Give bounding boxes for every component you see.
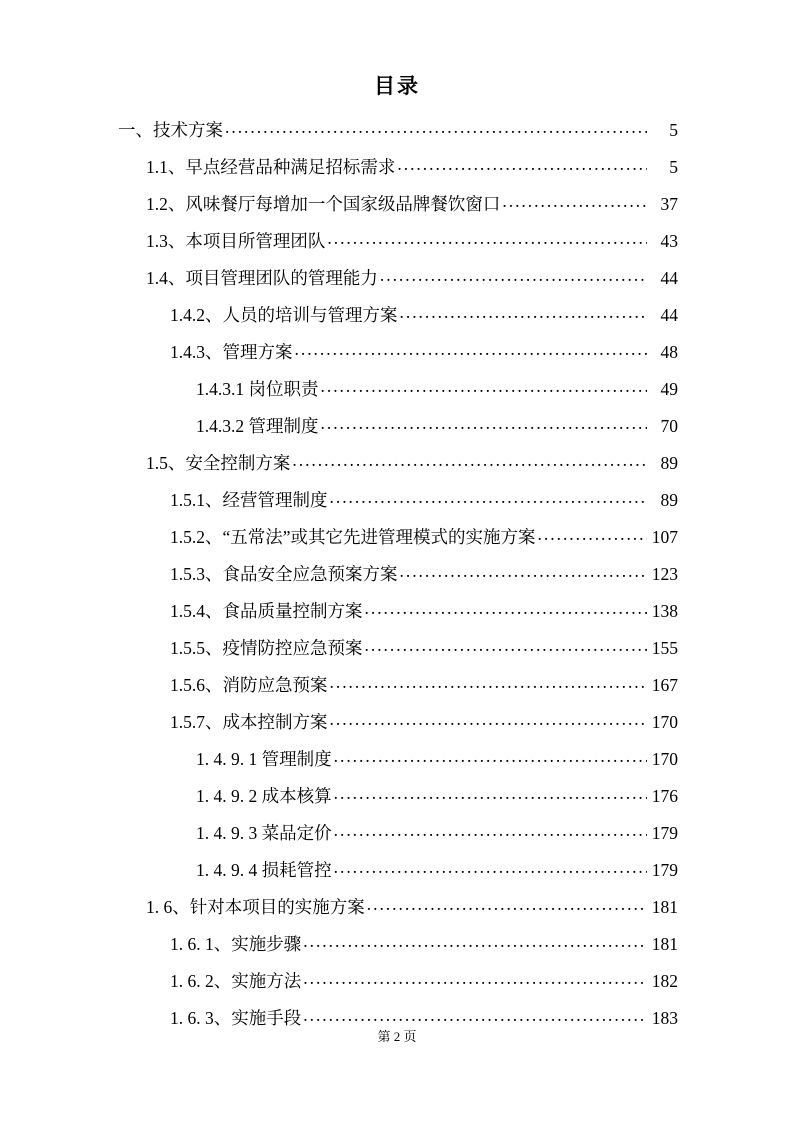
toc-entry[interactable] <box>170 334 678 371</box>
toc-leader-dots <box>327 230 647 248</box>
toc-entry-label: 1. 6. 3、实施手段 <box>170 1008 302 1028</box>
toc-entry[interactable] <box>170 482 678 519</box>
toc-entry-label: 1. 4. 9. 3 菜品定价 <box>196 823 332 843</box>
toc-entry-page-number: 43 <box>660 231 678 251</box>
toc-entry[interactable] <box>170 297 678 334</box>
toc-entry-page-number: 181 <box>651 897 678 917</box>
toc-entry-page-number: 138 <box>651 601 678 621</box>
toc-entry[interactable] <box>170 704 678 741</box>
toc-entry-label: 1. 4. 9. 2 成本核算 <box>196 786 332 806</box>
toc-entry[interactable] <box>118 112 678 149</box>
toc-entry[interactable] <box>170 630 678 667</box>
toc-entry[interactable] <box>196 778 678 815</box>
toc-entry-label: 1.4、项目管理团队的管理能力 <box>146 268 378 288</box>
toc-entry[interactable] <box>170 593 678 630</box>
toc-entry-label: 1.5.3、食品安全应急预案方案 <box>170 564 398 584</box>
toc-entry-label: 1.5、安全控制方案 <box>146 453 291 473</box>
toc-entry-label: 1.5.5、疫情防控应急预案 <box>170 638 363 658</box>
toc-leader-dots <box>502 193 647 211</box>
toc-entry[interactable] <box>146 223 678 260</box>
toc-entry[interactable] <box>196 815 678 852</box>
toc-entry-page-number: 167 <box>651 675 678 695</box>
toc-entry-page-number: 44 <box>660 268 678 288</box>
toc-leader-dots <box>292 452 647 470</box>
toc-leader-dots <box>400 563 648 581</box>
toc-entry-label: 1.5.2、“五常法”或其它先进管理模式的实施方案 <box>170 527 536 547</box>
toc-entry-label: 1.2、风味餐厅每增加一个国家级品牌餐饮窗口 <box>146 194 501 214</box>
toc-entry-label: 1.5.7、成本控制方案 <box>170 712 328 732</box>
toc-entry-page-number: 49 <box>660 379 678 399</box>
toc-entry-page-number: 176 <box>651 786 678 806</box>
toc-entry-page-number: 5 <box>669 120 678 140</box>
toc-entry-label: 1. 4. 9. 4 损耗管控 <box>196 860 332 880</box>
toc-entry-page-number: 70 <box>660 416 678 436</box>
toc-entry-label: 1. 4. 9. 1 管理制度 <box>196 749 332 769</box>
toc-entry[interactable] <box>196 371 678 408</box>
toc-entry-label: 1.5.1、经营管理制度 <box>170 490 328 510</box>
toc-entry[interactable] <box>196 852 678 889</box>
toc-leader-dots <box>330 711 648 729</box>
toc-leader-dots <box>334 822 647 840</box>
toc-entry-label: 1.1、早点经营品种满足招标需求 <box>146 157 396 177</box>
toc-entry-page-number: 123 <box>651 564 678 584</box>
toc-entry-page-number: 89 <box>660 453 678 473</box>
toc-entry-label: 1.4.3.1 岗位职责 <box>196 379 319 399</box>
toc-leader-dots <box>303 970 647 988</box>
toc-leader-dots <box>334 748 647 766</box>
toc-entry[interactable] <box>170 519 678 556</box>
toc-leader-dots <box>367 896 647 914</box>
toc-entry[interactable] <box>196 741 678 778</box>
toc-entry[interactable] <box>146 445 678 482</box>
toc-leader-dots <box>365 600 648 618</box>
toc-entry-page-number: 44 <box>660 305 678 325</box>
toc-entry-page-number: 5 <box>669 157 678 177</box>
toc-leader-dots <box>334 785 647 803</box>
toc-leader-dots <box>295 341 648 359</box>
toc-entry-page-number: 179 <box>651 860 678 880</box>
toc-leader-dots <box>380 267 647 285</box>
toc-leader-dots <box>330 489 648 507</box>
toc-leader-dots <box>365 637 648 655</box>
toc-entry-label: 1.4.3.2 管理制度 <box>196 416 319 436</box>
toc-entry-page-number: 107 <box>651 527 678 547</box>
toc-leader-dots <box>225 119 647 137</box>
toc-leader-dots <box>400 304 648 322</box>
toc-entry[interactable] <box>146 889 678 926</box>
toc-leader-dots <box>303 1007 647 1025</box>
toc-entry-page-number: 183 <box>651 1008 678 1028</box>
toc-entry[interactable] <box>170 667 678 704</box>
toc-entry-label: 1. 6. 2、实施方法 <box>170 971 302 991</box>
toc-entry-page-number: 89 <box>660 490 678 510</box>
page-footer: 第 2 页 <box>377 1029 417 1044</box>
toc-entry-page-number: 170 <box>651 712 678 732</box>
toc-entry-label: 1.4.2、人员的培训与管理方案 <box>170 305 398 325</box>
toc-leader-dots <box>538 526 647 544</box>
toc-entry[interactable] <box>146 149 678 186</box>
toc-entry-page-number: 182 <box>651 971 678 991</box>
toc-leader-dots <box>303 933 647 951</box>
toc-leader-dots <box>397 156 647 174</box>
toc-entry-label: 1.5.6、消防应急预案 <box>170 675 328 695</box>
toc-entry[interactable] <box>170 556 678 593</box>
toc-entry-label: 1. 6、针对本项目的实施方案 <box>146 897 365 917</box>
toc-leader-dots <box>334 859 647 877</box>
toc-entry[interactable] <box>146 186 678 223</box>
toc-entry-page-number: 179 <box>651 823 678 843</box>
toc-entry-page-number: 155 <box>651 638 678 658</box>
toc-entry-label: 1.4.3、管理方案 <box>170 342 293 362</box>
toc-entry-page-number: 48 <box>660 342 678 362</box>
toc-entry-page-number: 37 <box>660 194 678 214</box>
toc-entry[interactable] <box>170 926 678 963</box>
table-of-contents <box>118 112 678 1037</box>
toc-entry[interactable] <box>146 260 678 297</box>
toc-entry-label: 1.3、本项目所管理团队 <box>146 231 326 251</box>
page-title: 目录 <box>374 74 420 98</box>
toc-entry-label: 1. 6. 1、实施步骤 <box>170 934 302 954</box>
toc-entry[interactable] <box>196 408 678 445</box>
toc-entry-label: 一、技术方案 <box>118 120 223 140</box>
toc-entry-label: 1.5.4、食品质量控制方案 <box>170 601 363 621</box>
toc-entry-page-number: 181 <box>651 934 678 954</box>
toc-entry[interactable] <box>170 963 678 1000</box>
toc-leader-dots <box>321 378 648 396</box>
toc-entry-page-number: 170 <box>651 749 678 769</box>
toc-leader-dots <box>330 674 648 692</box>
toc-leader-dots <box>321 415 648 433</box>
